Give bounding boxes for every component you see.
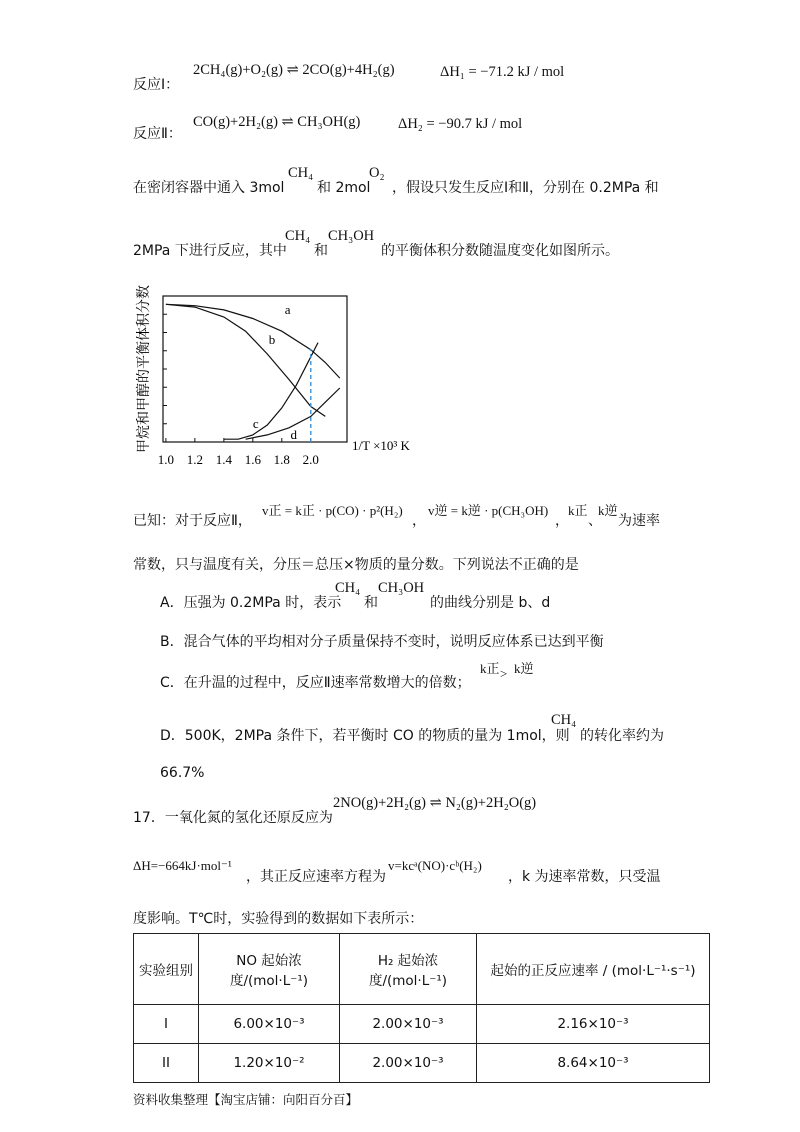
cell: I [134, 1005, 199, 1044]
option-c-text-1: C．在升温的过程中，反应Ⅱ速率常数增大的倍数； [160, 675, 471, 691]
q17-enthalpy: ΔH=−664kJ·mol⁻¹ [133, 858, 232, 873]
para2-text-3: 的平衡体积分数随温度变化如图所示。 [381, 243, 619, 259]
option-b: B．混合气体的平均相对分子质量保持不变时，说明反应体系已达到平衡 [160, 634, 604, 650]
para1-text-2: 和 2mol [317, 180, 371, 196]
table-header-row [134, 934, 710, 1005]
series-c-line [224, 343, 318, 443]
known-dun: 、 [588, 513, 602, 529]
table-row [134, 1005, 710, 1044]
cell: II [134, 1044, 199, 1083]
x-tick-label: 1.0 [157, 452, 175, 467]
y-axis-label: 甲烷和甲醇的平衡体积分数 [136, 285, 152, 453]
header-h2-conc: H₂ 起始浓度/(mol·L⁻¹) [340, 934, 477, 1005]
footer-source: 资料收集整理【淘宝店铺：向阳百分百】 [133, 1092, 359, 1107]
x-tick-label: 2.0 [302, 452, 319, 467]
reaction1-equation: 2CH₄(g)+O₂(g) ⇌ 2CO(g)+4H₂(g) [193, 62, 395, 78]
para2-formula-ch3oh: CH₃OH [328, 228, 375, 244]
option-a-text-3: 的曲线分别是 b、d [430, 595, 551, 611]
para2-text-2: 和 [314, 243, 328, 259]
q17-text-2: ，其正反应速率方程为 [246, 869, 386, 885]
option-c-k-reverse: k逆 [514, 661, 534, 676]
header-group: 实验组别 [134, 934, 199, 1005]
cell: 2.00×10⁻³ [340, 1044, 477, 1083]
reaction2-enthalpy: ΔH₂ = −90.7 kJ / mol [398, 116, 523, 132]
series-d-label: d [290, 427, 297, 443]
x-tick-label: 1.2 [186, 452, 203, 467]
series-a-line [166, 304, 340, 378]
q17-text-4: 度影响。T℃时，实验得到的数据如下表所示： [133, 911, 424, 927]
header-rate: 起始的正反应速率 / (mol·L⁻¹·s⁻¹) [477, 934, 710, 1005]
option-d-formula-ch4: CH₄ [551, 712, 577, 728]
x-axis-label: 1/T ×10³ K [352, 438, 410, 453]
header-no-conc: NO 起始浓度/(mol·L⁻¹) [199, 934, 340, 1005]
cell: 8.64×10⁻³ [477, 1044, 710, 1083]
series-b-line [166, 304, 325, 416]
x-tick-label: 1.6 [244, 452, 261, 467]
para2-text-1: 2MPa 下进行反应，其中 [133, 243, 287, 259]
reaction2-label: 反应Ⅱ： [133, 126, 182, 142]
option-d-text-3: 66.7% [160, 765, 205, 781]
option-a-formula-ch4: CH₄ [335, 580, 361, 596]
known-text-1: 已知：对于反应Ⅱ， [133, 513, 252, 529]
series-c-label: c [252, 415, 259, 431]
series-a-label: a [284, 302, 291, 318]
option-a-formula-ch3oh: CH₃OH [378, 580, 425, 596]
para1-formula-o2: O₂ [369, 165, 385, 181]
q17-text-1: 17．一氧化氮的氢化还原反应为 [133, 810, 333, 826]
x-tick-label: 1.4 [215, 452, 232, 467]
equilibrium-chart [130, 280, 430, 470]
q17-equation: 2NO(g)+2H₂(g) ⇌ N₂(g)+2H₂O(g) [333, 795, 537, 811]
option-d-text-2: 的转化率约为 [580, 728, 664, 744]
para2-formula-ch4: CH₄ [285, 228, 311, 244]
known-sep: ， [412, 513, 426, 529]
known-line-2: 常数，只与温度有关，分压＝总压×物质的量分数。下列说法不正确的是 [133, 557, 579, 573]
cell: 1.20×10⁻² [199, 1044, 340, 1083]
series-b-label: b [268, 332, 276, 348]
reaction1-label: 反应Ⅰ： [133, 77, 180, 93]
known-text-3: 为速率 [618, 513, 660, 529]
reaction2-equation: CO(g)+2H₂(g) ⇌ CH₃OH(g) [193, 114, 361, 130]
option-c-greater-than: > [500, 666, 508, 681]
k-forward: k正 [568, 503, 588, 518]
forward-rate-expression: v正 = k正 · p(CO) · p²(H₂) [262, 503, 403, 518]
experiment-table [133, 933, 710, 1083]
k-reverse: k逆 [598, 503, 618, 518]
option-c-k-forward: k正 [480, 661, 500, 676]
known-text-2: ， [555, 513, 569, 529]
x-tick-label: 1.8 [273, 452, 290, 467]
option-d-text-1: D．500K，2MPa 条件下，若平衡时 CO 的物质的量为 1mol，则 [160, 728, 570, 744]
reaction1-enthalpy: ΔH₁ = −71.2 kJ / mol [440, 64, 565, 80]
para1-formula-ch4: CH₄ [288, 165, 314, 181]
reverse-rate-expression: v逆 = k逆 · p(CH₃OH) [428, 503, 549, 518]
q17-rate-equation: v=kcᵃ(NO)·cᵇ(H₂) [388, 858, 482, 873]
q17-text-3: ，k 为速率常数，只受温 [508, 869, 661, 885]
table-row [134, 1044, 710, 1083]
option-a-text-1: A．压强为 0.2MPa 时，表示 [160, 595, 342, 611]
cell: 2.00×10⁻³ [340, 1005, 477, 1044]
option-a-text-2: 和 [364, 595, 378, 611]
cell: 6.00×10⁻³ [199, 1005, 340, 1044]
para1-text-1: 在密闭容器中通入 3mol [133, 180, 285, 196]
para1-text-3: ，假设只发生反应Ⅰ和Ⅱ，分别在 0.2MPa 和 [392, 180, 659, 196]
cell: 2.16×10⁻³ [477, 1005, 710, 1044]
